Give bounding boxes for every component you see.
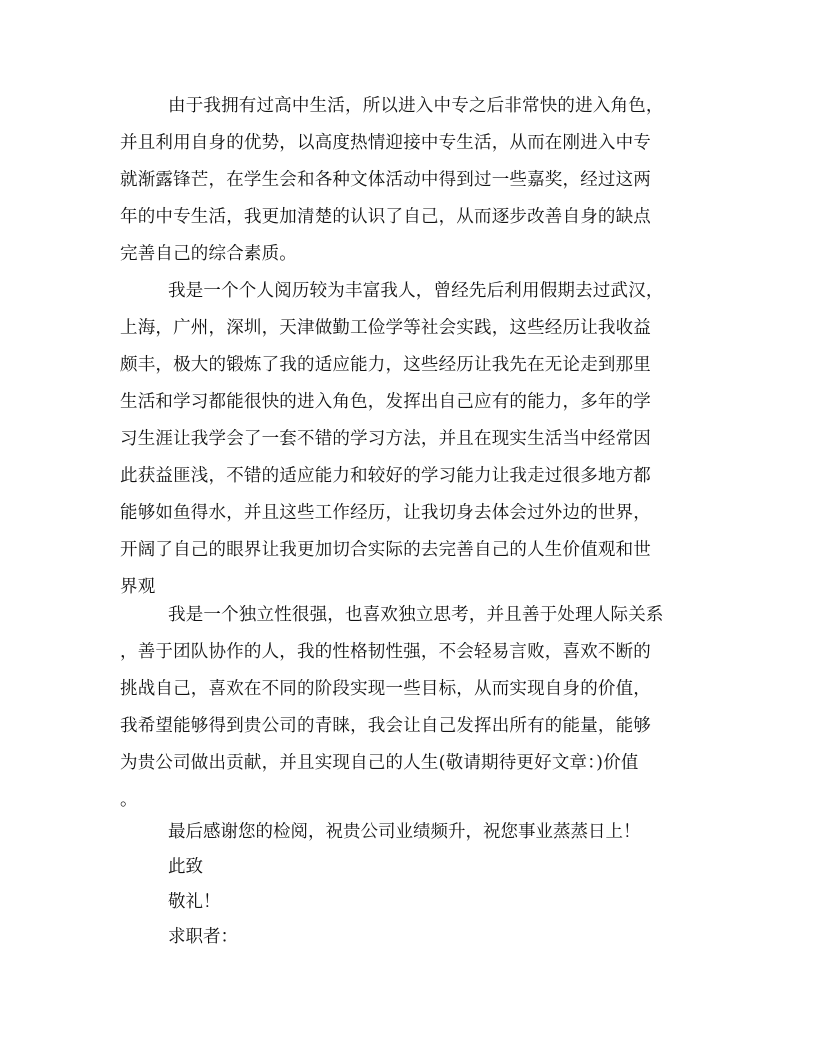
closing-thanks: 最后感谢您的检阅，祝贵公司业绩频升，祝您事业蒸蒸日上！ [168, 822, 641, 842]
paragraph-2 [120, 273, 700, 606]
paragraph-1 [120, 88, 700, 273]
paragraph-line: 完善自己的综合素质。 [120, 244, 297, 264]
paragraph-line: 由于我拥有过高中生活，所以进入中专之后非常快的进入角色， [168, 96, 664, 116]
paragraph-line: 我希望能够得到贵公司的青睐，我会让自己发挥出所有的能量，能够 [120, 716, 651, 736]
applicant-signature-label: 求职者： [168, 927, 238, 947]
paragraph-line: 上海，广州，深圳，天津做勤工俭学等社会实践，这些经历让我收益 [120, 318, 651, 338]
paragraph-line: 我是一个独立性很强，也喜欢独立思考，并且善于处理人际关系 [168, 605, 664, 625]
closing-salutation: 此致 [168, 857, 203, 877]
paragraph-3 [120, 597, 700, 819]
paragraph-line: 习生涯让我学会了一套不错的学习方法，并且在现实生活当中经常因 [120, 429, 651, 449]
paragraph-line: 就渐露锋芒，在学生会和各种文体活动中得到过一些嘉奖，经过这两 [120, 170, 651, 190]
paragraph-line: 为贵公司做出贡献，并且实现自己的人生(敬请期待更好文章：)价值 [120, 753, 639, 773]
paragraph-line: 我是一个个人阅历较为丰富我人，曾经先后利用假期去过武汉， [168, 281, 664, 301]
paragraph-line: 颇丰，极大的锻炼了我的适应能力，这些经历让我先在无论走到那里 [120, 355, 651, 375]
paragraph-line: 并且利用自身的优势，以高度热情迎接中专生活，从而在刚进入中专 [120, 133, 651, 153]
closing-section [120, 815, 700, 955]
paragraph-line: 。 [120, 790, 138, 810]
paragraph-line: 界观 [120, 577, 156, 597]
paragraph-line: 此获益匪浅，不错的适应能力和较好的学习能力让我走过很多地方都 [120, 466, 651, 486]
paragraph-line: 挑战自己，喜欢在不同的阶段实现一些目标，从而实现自身的价值， [120, 679, 651, 699]
paragraph-line: 开阔了自己的眼界让我更加切合实际的去完善自己的人生价值观和世 [120, 540, 651, 560]
paragraph-line: 年的中专生活，我更加清楚的认识了自己，从而逐步改善自身的缺点 [120, 207, 651, 227]
paragraph-line: 生活和学习都能很快的进入角色，发挥出自己应有的能力，多年的学 [120, 392, 651, 412]
closing-regards: 敬礼！ [168, 892, 221, 912]
paragraph-line: 能够如鱼得水，并且这些工作经历，让我切身去体会过外边的世界， [120, 503, 651, 523]
paragraph-line: ，善于团队协作的人，我的性格韧性强，不会轻易言败，喜欢不断的 [120, 642, 651, 662]
